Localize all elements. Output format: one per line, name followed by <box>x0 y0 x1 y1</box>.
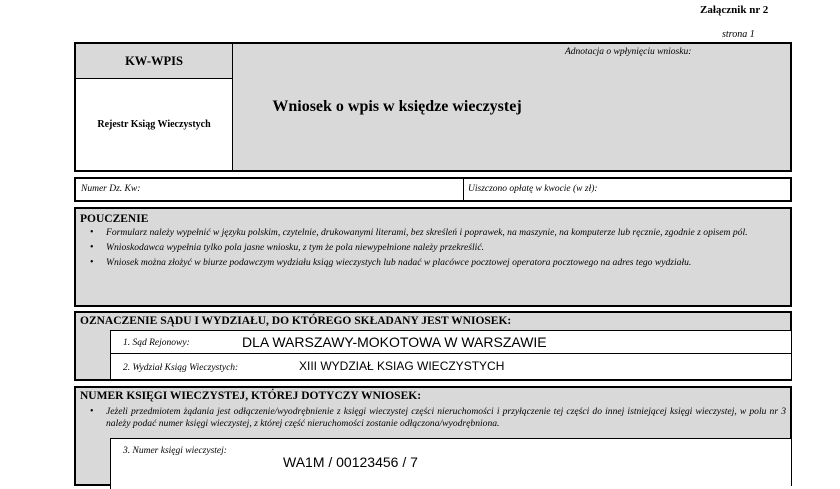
annotation-cell <box>561 44 790 170</box>
book-number-field[interactable] <box>110 438 791 489</box>
instructions-title: POUCZENIE <box>80 213 149 225</box>
attachment-label: Załącznik nr 2 <box>700 4 769 16</box>
form-code-cell <box>76 44 232 79</box>
instruction-item: • Wnioskodawca wypełnia tylko pola jasne wniosku, z tym że pola niewypełnione należy przekreślić. <box>80 242 784 254</box>
registry-cell <box>76 79 232 170</box>
title-cell <box>232 44 562 170</box>
division-value: XIII WYDZIAŁ KSIAG WIECZYSTYCH <box>299 359 505 373</box>
registry-label: Rejestr Ksiąg Wieczystych <box>97 119 211 130</box>
fee-cell[interactable] <box>464 179 790 200</box>
book-section <box>74 386 792 486</box>
court-section-title: OZNACZENIE SĄDU I WYDZIAŁU, DO KTÓREGO SKŁADANY JEST WNIOSEK: <box>80 315 512 327</box>
title-block <box>74 42 792 172</box>
instructions-section <box>74 207 792 307</box>
court-value: DLA WARSZAWY-MOKOTOWA W WARSZAWIE <box>242 334 547 350</box>
court-section <box>74 311 792 381</box>
page-indicator: strona 1 <box>722 29 755 40</box>
info-row <box>74 177 792 202</box>
court-label: 1. Sąd Rejonowy: <box>123 338 190 348</box>
division-label: 2. Wydział Ksiąg Wieczystych: <box>123 363 239 373</box>
instruction-item: • Formularz należy wypełnić w języku polskim, czytelnie, drukowanymi literami, bez skreśleń i poprawek, na maszynie, na komputerze lub ręcznie, zgodnie z opisem pól. <box>80 227 784 239</box>
book-note-list <box>80 406 786 433</box>
book-note: • Jeżeli przedmiotem żądania jest odłączenie/wyodrębnienie z księgi wieczystej części nieruchomości i przyłączenie tej części do innej istniejącej księgi wieczystej, w polu nr 3 należy podać numer księgi wieczystej, z której część nieruchomości zostanie odłączona/wyodrębniona. <box>80 406 786 430</box>
form-code: KW-WPIS <box>125 53 183 68</box>
number-cell[interactable] <box>76 179 464 200</box>
fee-label: Uiszczono opłatę w kwocie (w zł): <box>468 184 598 194</box>
book-number-label: 3. Numer księgi wieczystej: <box>123 446 227 456</box>
book-section-title: NUMER KSIĘGI WIECZYSTEJ, KTÓREJ DOTYCZY WNIOSEK: <box>80 390 422 402</box>
instructions-list <box>80 227 784 269</box>
instruction-item: • Wniosek można złożyć w biurze podawczym wydziału ksiąg wieczystych lub nadać w placówce pocztowej operatora pocztowego na adres tego wydziału. <box>80 257 784 269</box>
annotation-label: Adnotacja o wpłynięciu wniosku: <box>565 47 692 57</box>
number-label: Numer Dz. Kw: <box>81 184 141 194</box>
form-title: Wniosek o wpis w księdze wieczystej <box>272 98 522 115</box>
court-fields <box>110 330 791 379</box>
court-field[interactable] <box>111 330 791 354</box>
division-field[interactable] <box>111 354 791 379</box>
book-number-value: WA1M / 00123456 / 7 <box>283 454 418 470</box>
